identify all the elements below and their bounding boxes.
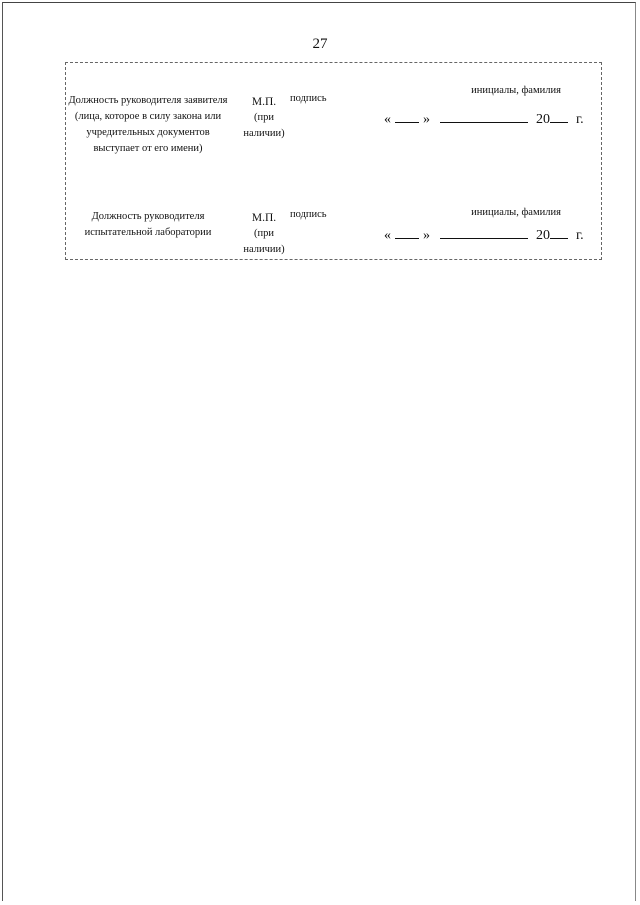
date-month-blank: [440, 108, 528, 123]
date-day-blank: [395, 108, 419, 123]
signature-block: [65, 62, 602, 260]
applicant-signature-label: подпись: [290, 93, 327, 104]
stamp-note: (при наличии): [243, 228, 285, 255]
date-open-quote: «: [384, 228, 391, 243]
date-close-quote: »: [423, 228, 430, 243]
stamp-label: М.П.: [251, 96, 277, 108]
date-month-blank: [440, 224, 528, 239]
laboratory-initials-label: инициалы, фамилия: [471, 207, 561, 218]
date-day-blank: [395, 224, 419, 239]
date-century: 20: [536, 112, 550, 127]
page-number: 27: [312, 36, 328, 52]
applicant-date-line: [384, 108, 584, 128]
applicant-stamp-placeholder: [232, 94, 296, 142]
applicant-position-label: Должность руководителя заявителя (лица, которое в силу закона или учредительных документов выступает от его имени): [68, 95, 228, 154]
applicant-initials-label: инициалы, фамилия: [471, 85, 561, 96]
laboratory-position-label: Должность руководителя испытательной лаборатории: [84, 211, 212, 238]
laboratory-stamp-placeholder: [232, 210, 296, 258]
stamp-note: (при наличии): [243, 112, 285, 139]
date-year-blank: [550, 224, 568, 239]
date-open-quote: «: [384, 112, 391, 127]
date-close-quote: »: [423, 112, 430, 127]
date-year-blank: [550, 108, 568, 123]
laboratory-date-line: [384, 224, 584, 244]
laboratory-signature-label: подпись: [290, 209, 327, 220]
date-year-suffix: г.: [576, 228, 584, 243]
date-year-suffix: г.: [576, 112, 584, 127]
stamp-label: М.П.: [251, 212, 277, 224]
date-century: 20: [536, 228, 550, 243]
